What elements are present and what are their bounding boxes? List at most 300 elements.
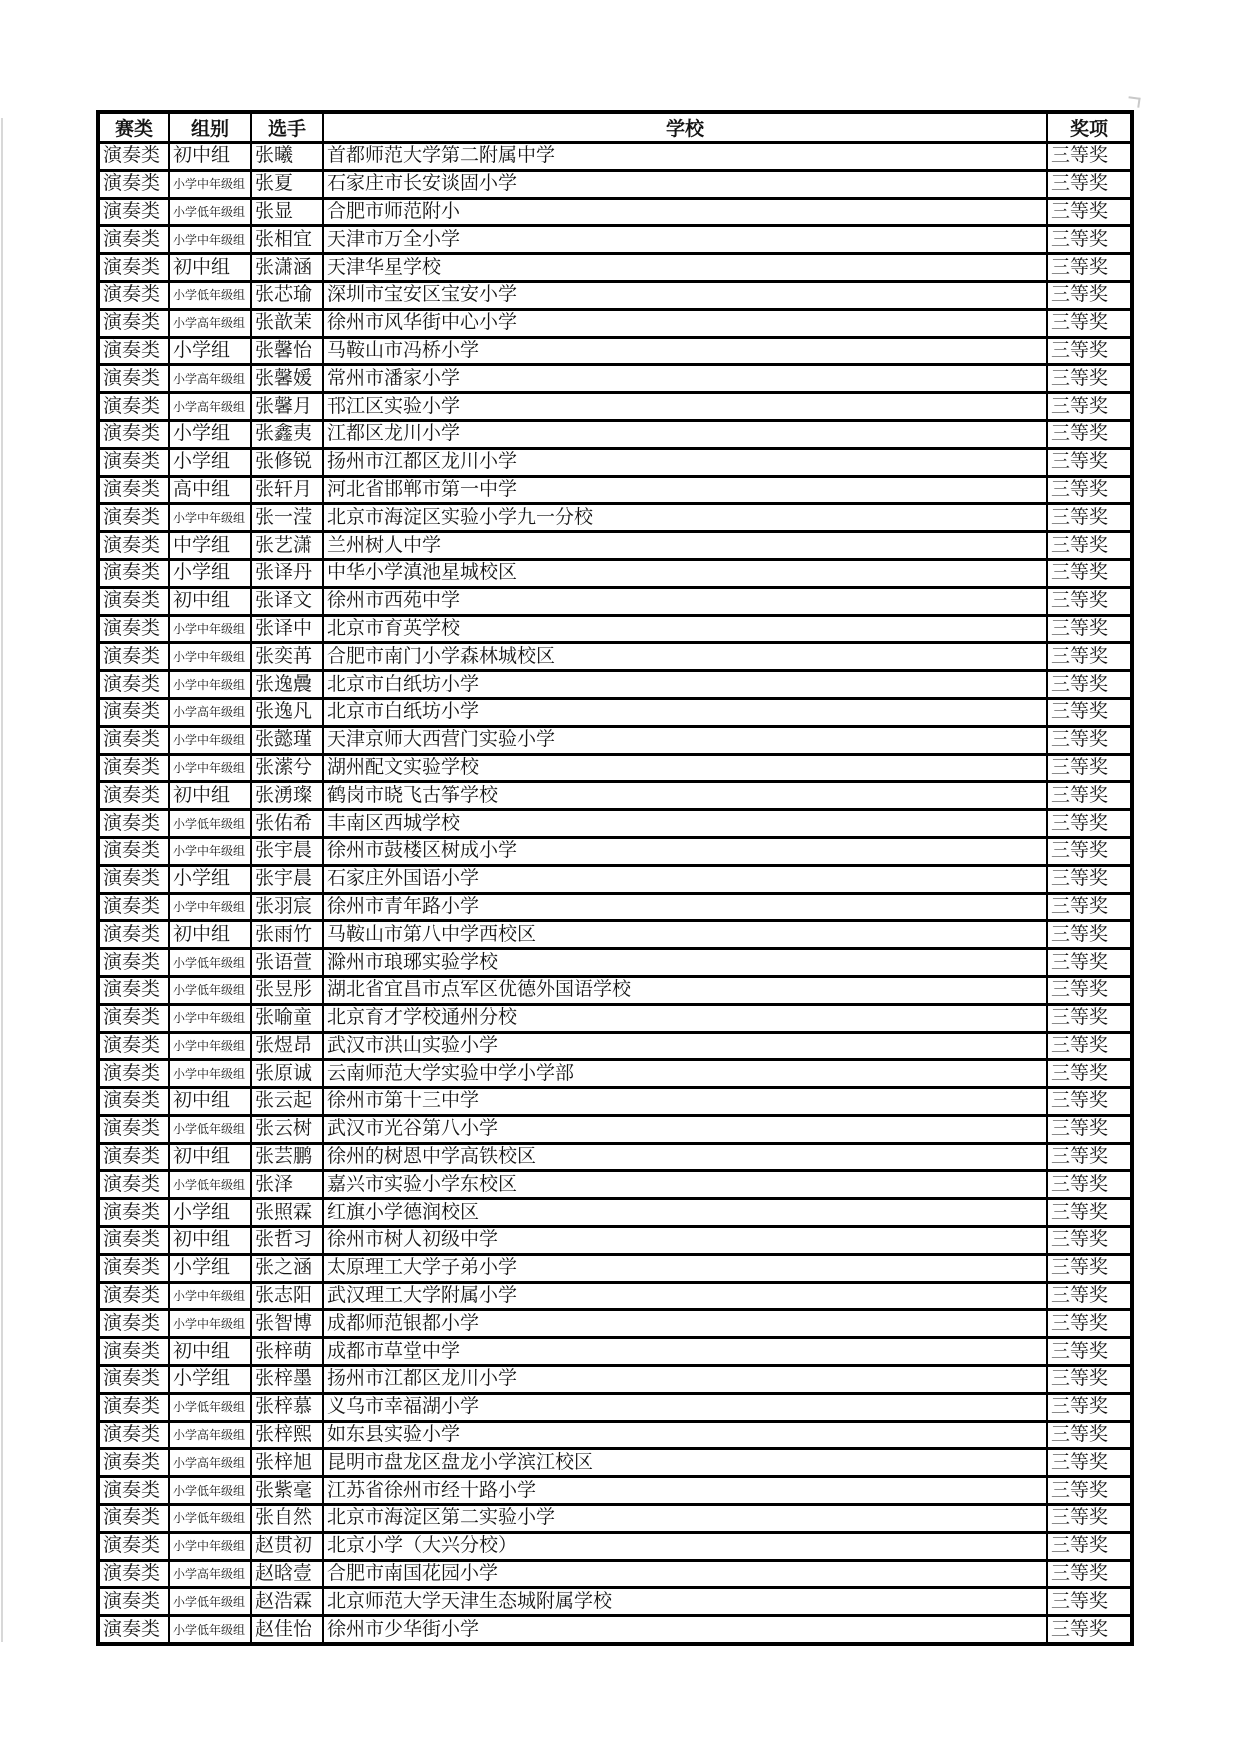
cell-category: 演奏类 [98, 420, 169, 448]
cell-contestant: 张喻童 [251, 1004, 323, 1032]
cell-group: 初中组 [169, 143, 251, 171]
cell-category: 演奏类 [98, 837, 169, 865]
cell-category: 演奏类 [98, 1393, 169, 1421]
cell-school: 徐州市树人初级中学 [323, 1227, 1047, 1255]
cell-contestant: 张宇晨 [251, 837, 323, 865]
table-row [98, 254, 1132, 282]
cell-group: 小学高年级组 [169, 1421, 251, 1449]
cell-school: 北京市白纸坊小学 [323, 698, 1047, 726]
cell-award: 三等奖 [1047, 1532, 1132, 1560]
scan-corner-artifact [1127, 96, 1140, 108]
cell-category: 演奏类 [98, 1588, 169, 1616]
cell-group: 小学组 [169, 420, 251, 448]
cell-award: 三等奖 [1047, 1393, 1132, 1421]
cell-school: 中华小学滇池星城校区 [323, 559, 1047, 587]
cell-group: 小学高年级组 [169, 393, 251, 421]
cell-contestant: 张哲习 [251, 1227, 323, 1255]
cell-group: 小学高年级组 [169, 1560, 251, 1588]
cell-group: 小学中年级组 [169, 726, 251, 754]
cell-award: 三等奖 [1047, 782, 1132, 810]
cell-group: 小学中年级组 [169, 893, 251, 921]
cell-award: 三等奖 [1047, 949, 1132, 977]
cell-category: 演奏类 [98, 976, 169, 1004]
cell-school: 丰南区西城学校 [323, 810, 1047, 838]
cell-contestant: 张一滢 [251, 504, 323, 532]
cell-group: 小学中年级组 [169, 1004, 251, 1032]
cell-award: 三等奖 [1047, 976, 1132, 1004]
cell-award: 三等奖 [1047, 1505, 1132, 1533]
cell-group: 小学中年级组 [169, 671, 251, 699]
table-row [98, 448, 1132, 476]
table-row [98, 1143, 1132, 1171]
cell-category: 演奏类 [98, 198, 169, 226]
cell-contestant: 张之涵 [251, 1254, 323, 1282]
cell-category: 演奏类 [98, 476, 169, 504]
awards-table [96, 110, 1134, 1646]
cell-contestant: 张昱彤 [251, 976, 323, 1004]
cell-school: 太原理工大学子弟小学 [323, 1254, 1047, 1282]
cell-group: 小学低年级组 [169, 1115, 251, 1143]
cell-award: 三等奖 [1047, 1088, 1132, 1116]
cell-school: 江都区龙川小学 [323, 420, 1047, 448]
cell-group: 小学高年级组 [169, 1449, 251, 1477]
cell-award: 三等奖 [1047, 337, 1132, 365]
table-row [98, 587, 1132, 615]
cell-school: 北京市白纸坊小学 [323, 671, 1047, 699]
table-row [98, 810, 1132, 838]
cell-contestant: 张羽宸 [251, 893, 323, 921]
cell-category: 演奏类 [98, 1560, 169, 1588]
cell-award: 三等奖 [1047, 921, 1132, 949]
table-row [98, 1310, 1132, 1338]
cell-award: 三等奖 [1047, 1449, 1132, 1477]
cell-award: 三等奖 [1047, 587, 1132, 615]
cell-award: 三等奖 [1047, 504, 1132, 532]
cell-category: 演奏类 [98, 1115, 169, 1143]
cell-school: 合肥市南国花园小学 [323, 1560, 1047, 1588]
cell-group: 小学中年级组 [169, 226, 251, 254]
cell-award: 三等奖 [1047, 726, 1132, 754]
cell-school: 徐州市第十三中学 [323, 1088, 1047, 1116]
cell-contestant: 张修锐 [251, 448, 323, 476]
cell-school: 扬州市江都区龙川小学 [323, 448, 1047, 476]
cell-school: 徐州的树恩中学高铁校区 [323, 1143, 1047, 1171]
table-row [98, 1505, 1132, 1533]
cell-group: 小学低年级组 [169, 281, 251, 309]
cell-category: 演奏类 [98, 726, 169, 754]
table-row [98, 1227, 1132, 1255]
cell-school: 如东县实验小学 [323, 1421, 1047, 1449]
cell-category: 演奏类 [98, 1032, 169, 1060]
cell-contestant: 张逸曟 [251, 671, 323, 699]
cell-category: 演奏类 [98, 643, 169, 671]
table-row [98, 1366, 1132, 1394]
cell-award: 三等奖 [1047, 532, 1132, 560]
cell-category: 演奏类 [98, 949, 169, 977]
cell-contestant: 张梓萌 [251, 1338, 323, 1366]
cell-school: 嘉兴市实验小学东校区 [323, 1171, 1047, 1199]
cell-group: 小学中年级组 [169, 1060, 251, 1088]
cell-school: 天津京师大西营门实验小学 [323, 726, 1047, 754]
cell-group: 小学低年级组 [169, 1588, 251, 1616]
table-row [98, 1171, 1132, 1199]
table-row [98, 365, 1132, 393]
cell-school: 天津市万全小学 [323, 226, 1047, 254]
cell-contestant: 张志阳 [251, 1282, 323, 1310]
cell-award: 三等奖 [1047, 893, 1132, 921]
cell-award: 三等奖 [1047, 559, 1132, 587]
table-row [98, 1616, 1132, 1644]
table-row [98, 698, 1132, 726]
table-row [98, 559, 1132, 587]
cell-school: 滁州市琅琊实验学校 [323, 949, 1047, 977]
cell-school: 云南师范大学实验中学小学部 [323, 1060, 1047, 1088]
cell-group: 中学组 [169, 532, 251, 560]
cell-category: 演奏类 [98, 1421, 169, 1449]
cell-group: 小学中年级组 [169, 1532, 251, 1560]
cell-group: 小学高年级组 [169, 365, 251, 393]
cell-contestant: 张芯瑜 [251, 281, 323, 309]
cell-category: 演奏类 [98, 698, 169, 726]
cell-contestant: 张梓旭 [251, 1449, 323, 1477]
table-row [98, 170, 1132, 198]
cell-school: 成都师范银都小学 [323, 1310, 1047, 1338]
cell-contestant: 张语萱 [251, 949, 323, 977]
cell-category: 演奏类 [98, 1171, 169, 1199]
cell-group: 初中组 [169, 1338, 251, 1366]
table-row [98, 393, 1132, 421]
table-row [98, 1282, 1132, 1310]
cell-school: 北京师范大学天津生态城附属学校 [323, 1588, 1047, 1616]
cell-group: 小学中年级组 [169, 504, 251, 532]
cell-school: 天津华星学校 [323, 254, 1047, 282]
cell-contestant: 赵浩霖 [251, 1588, 323, 1616]
cell-school: 石家庄市长安谈固小学 [323, 170, 1047, 198]
cell-contestant: 张云树 [251, 1115, 323, 1143]
column-header-category: 赛类 [98, 112, 169, 143]
table-row [98, 1088, 1132, 1116]
column-header-group: 组别 [169, 112, 251, 143]
table-row [98, 782, 1132, 810]
cell-category: 演奏类 [98, 281, 169, 309]
cell-school: 徐州市西苑中学 [323, 587, 1047, 615]
table-row [98, 198, 1132, 226]
cell-category: 演奏类 [98, 1616, 169, 1644]
cell-award: 三等奖 [1047, 1421, 1132, 1449]
cell-contestant: 张潆兮 [251, 754, 323, 782]
cell-group: 小学中年级组 [169, 754, 251, 782]
table-row [98, 226, 1132, 254]
cell-award: 三等奖 [1047, 198, 1132, 226]
cell-award: 三等奖 [1047, 810, 1132, 838]
cell-award: 三等奖 [1047, 837, 1132, 865]
scan-edge-artifact [1, 118, 3, 1642]
cell-award: 三等奖 [1047, 420, 1132, 448]
cell-school: 兰州树人中学 [323, 532, 1047, 560]
cell-group: 小学组 [169, 1366, 251, 1394]
cell-school: 首都师范大学第二附属中学 [323, 143, 1047, 171]
cell-category: 演奏类 [98, 448, 169, 476]
cell-school: 北京市海淀区实验小学九一分校 [323, 504, 1047, 532]
cell-award: 三等奖 [1047, 1032, 1132, 1060]
cell-group: 小学低年级组 [169, 949, 251, 977]
cell-category: 演奏类 [98, 615, 169, 643]
cell-school: 扬州市江都区龙川小学 [323, 1366, 1047, 1394]
cell-school: 昆明市盘龙区盘龙小学滨江校区 [323, 1449, 1047, 1477]
cell-category: 演奏类 [98, 365, 169, 393]
cell-contestant: 张智博 [251, 1310, 323, 1338]
cell-group: 初中组 [169, 587, 251, 615]
cell-award: 三等奖 [1047, 1060, 1132, 1088]
cell-category: 演奏类 [98, 1088, 169, 1116]
table-row [98, 504, 1132, 532]
cell-award: 三等奖 [1047, 281, 1132, 309]
cell-category: 演奏类 [98, 893, 169, 921]
cell-category: 演奏类 [98, 504, 169, 532]
cell-group: 小学低年级组 [169, 810, 251, 838]
cell-category: 演奏类 [98, 532, 169, 560]
cell-group: 初中组 [169, 1143, 251, 1171]
cell-contestant: 张湧璨 [251, 782, 323, 810]
cell-category: 演奏类 [98, 1227, 169, 1255]
cell-group: 小学低年级组 [169, 1171, 251, 1199]
cell-contestant: 张轩月 [251, 476, 323, 504]
cell-contestant: 张紫毫 [251, 1477, 323, 1505]
cell-contestant: 张原诚 [251, 1060, 323, 1088]
cell-group: 小学组 [169, 865, 251, 893]
cell-contestant: 张译中 [251, 615, 323, 643]
cell-award: 三等奖 [1047, 309, 1132, 337]
table-row [98, 1477, 1132, 1505]
table-row [98, 1115, 1132, 1143]
cell-award: 三等奖 [1047, 1254, 1132, 1282]
table-row [98, 976, 1132, 1004]
cell-contestant: 赵佳怡 [251, 1616, 323, 1644]
cell-category: 演奏类 [98, 393, 169, 421]
cell-school: 徐州市风华街中心小学 [323, 309, 1047, 337]
cell-contestant: 张宇晨 [251, 865, 323, 893]
cell-category: 演奏类 [98, 1477, 169, 1505]
cell-category: 演奏类 [98, 865, 169, 893]
cell-group: 小学低年级组 [169, 1393, 251, 1421]
table-row [98, 1060, 1132, 1088]
cell-award: 三等奖 [1047, 643, 1132, 671]
table-row [98, 837, 1132, 865]
cell-contestant: 张馨媛 [251, 365, 323, 393]
cell-contestant: 张梓慕 [251, 1393, 323, 1421]
cell-school: 武汉市光谷第八小学 [323, 1115, 1047, 1143]
cell-category: 演奏类 [98, 559, 169, 587]
cell-group: 小学低年级组 [169, 1477, 251, 1505]
cell-contestant: 张曦 [251, 143, 323, 171]
column-header-contestant: 选手 [251, 112, 323, 143]
cell-award: 三等奖 [1047, 754, 1132, 782]
cell-school: 北京市海淀区第二实验小学 [323, 1505, 1047, 1533]
cell-group: 小学高年级组 [169, 309, 251, 337]
cell-contestant: 张夏 [251, 170, 323, 198]
table-row [98, 1199, 1132, 1227]
cell-contestant: 张梓墨 [251, 1366, 323, 1394]
cell-award: 三等奖 [1047, 1366, 1132, 1394]
cell-award: 三等奖 [1047, 698, 1132, 726]
cell-award: 三等奖 [1047, 1477, 1132, 1505]
table-row [98, 921, 1132, 949]
cell-contestant: 张雨竹 [251, 921, 323, 949]
table-row [98, 1449, 1132, 1477]
cell-school: 合肥市南门小学森林城校区 [323, 643, 1047, 671]
cell-school: 北京小学（大兴分校） [323, 1532, 1047, 1560]
table-row [98, 337, 1132, 365]
cell-award: 三等奖 [1047, 170, 1132, 198]
cell-school: 鹤岗市晓飞古筝学校 [323, 782, 1047, 810]
cell-award: 三等奖 [1047, 615, 1132, 643]
cell-category: 演奏类 [98, 1004, 169, 1032]
cell-award: 三等奖 [1047, 393, 1132, 421]
table-row [98, 1032, 1132, 1060]
cell-group: 小学组 [169, 448, 251, 476]
cell-school: 邗江区实验小学 [323, 393, 1047, 421]
table-row [98, 420, 1132, 448]
cell-category: 演奏类 [98, 587, 169, 615]
cell-contestant: 张译文 [251, 587, 323, 615]
cell-award: 三等奖 [1047, 1282, 1132, 1310]
cell-school: 马鞍山市第八中学西校区 [323, 921, 1047, 949]
table-row [98, 1421, 1132, 1449]
cell-contestant: 张显 [251, 198, 323, 226]
header-row [98, 112, 1132, 143]
cell-category: 演奏类 [98, 337, 169, 365]
cell-group: 初中组 [169, 921, 251, 949]
table-row [98, 309, 1132, 337]
cell-school: 湖州配文实验学校 [323, 754, 1047, 782]
table-row [98, 726, 1132, 754]
cell-contestant: 张梓熙 [251, 1421, 323, 1449]
cell-category: 演奏类 [98, 1338, 169, 1366]
cell-category: 演奏类 [98, 143, 169, 171]
cell-award: 三等奖 [1047, 476, 1132, 504]
cell-award: 三等奖 [1047, 254, 1132, 282]
cell-contestant: 张煜昂 [251, 1032, 323, 1060]
cell-school: 武汉市洪山实验小学 [323, 1032, 1047, 1060]
cell-contestant: 张相宜 [251, 226, 323, 254]
cell-contestant: 张鑫夷 [251, 420, 323, 448]
cell-category: 演奏类 [98, 921, 169, 949]
cell-category: 演奏类 [98, 1254, 169, 1282]
cell-contestant: 张云起 [251, 1088, 323, 1116]
table-row [98, 949, 1132, 977]
cell-group: 小学中年级组 [169, 837, 251, 865]
cell-group: 初中组 [169, 782, 251, 810]
cell-award: 三等奖 [1047, 1227, 1132, 1255]
cell-contestant: 张自然 [251, 1505, 323, 1533]
cell-contestant: 张佑希 [251, 810, 323, 838]
cell-school: 成都市草堂中学 [323, 1338, 1047, 1366]
cell-group: 小学高年级组 [169, 698, 251, 726]
cell-group: 小学低年级组 [169, 1505, 251, 1533]
table-row [98, 754, 1132, 782]
cell-group: 小学中年级组 [169, 170, 251, 198]
cell-group: 小学低年级组 [169, 976, 251, 1004]
table-row [98, 1560, 1132, 1588]
cell-award: 三等奖 [1047, 1199, 1132, 1227]
table-row [98, 865, 1132, 893]
cell-group: 小学中年级组 [169, 1310, 251, 1338]
table-row [98, 1532, 1132, 1560]
cell-contestant: 张奕苒 [251, 643, 323, 671]
cell-school: 湖北省宜昌市点军区优德外国语学校 [323, 976, 1047, 1004]
cell-group: 小学组 [169, 1199, 251, 1227]
cell-category: 演奏类 [98, 1505, 169, 1533]
cell-award: 三等奖 [1047, 1560, 1132, 1588]
table-row [98, 1393, 1132, 1421]
cell-contestant: 张泽 [251, 1171, 323, 1199]
cell-contestant: 张艺潇 [251, 532, 323, 560]
cell-award: 三等奖 [1047, 1143, 1132, 1171]
table-row [98, 1004, 1132, 1032]
cell-school: 红旗小学德润校区 [323, 1199, 1047, 1227]
cell-award: 三等奖 [1047, 1588, 1132, 1616]
cell-category: 演奏类 [98, 254, 169, 282]
cell-award: 三等奖 [1047, 1616, 1132, 1644]
cell-contestant: 张馨怡 [251, 337, 323, 365]
cell-contestant: 张歆茉 [251, 309, 323, 337]
cell-group: 高中组 [169, 476, 251, 504]
cell-school: 江苏省徐州市经十路小学 [323, 1477, 1047, 1505]
cell-contestant: 赵贯初 [251, 1532, 323, 1560]
cell-category: 演奏类 [98, 170, 169, 198]
cell-category: 演奏类 [98, 1060, 169, 1088]
cell-award: 三等奖 [1047, 1004, 1132, 1032]
cell-category: 演奏类 [98, 782, 169, 810]
cell-category: 演奏类 [98, 671, 169, 699]
table-row [98, 671, 1132, 699]
cell-school: 常州市潘家小学 [323, 365, 1047, 393]
cell-award: 三等奖 [1047, 1115, 1132, 1143]
cell-contestant: 张逸凡 [251, 698, 323, 726]
cell-school: 北京育才学校通州分校 [323, 1004, 1047, 1032]
cell-contestant: 张懿瑾 [251, 726, 323, 754]
cell-category: 演奏类 [98, 1310, 169, 1338]
cell-school: 河北省邯郸市第一中学 [323, 476, 1047, 504]
cell-group: 小学组 [169, 559, 251, 587]
column-header-award: 奖项 [1047, 112, 1132, 143]
cell-contestant: 张馨月 [251, 393, 323, 421]
cell-award: 三等奖 [1047, 865, 1132, 893]
cell-group: 小学中年级组 [169, 615, 251, 643]
table-row [98, 532, 1132, 560]
cell-contestant: 张芸鹏 [251, 1143, 323, 1171]
table-row [98, 1254, 1132, 1282]
cell-group: 小学组 [169, 337, 251, 365]
cell-group: 小学中年级组 [169, 643, 251, 671]
table-body [98, 143, 1132, 1645]
cell-award: 三等奖 [1047, 671, 1132, 699]
cell-contestant: 赵晗壹 [251, 1560, 323, 1588]
table-row [98, 1588, 1132, 1616]
cell-school: 深圳市宝安区宝安小学 [323, 281, 1047, 309]
cell-group: 初中组 [169, 1227, 251, 1255]
cell-school: 武汉理工大学附属小学 [323, 1282, 1047, 1310]
cell-school: 徐州市青年路小学 [323, 893, 1047, 921]
table-row [98, 893, 1132, 921]
table-row [98, 143, 1132, 171]
cell-category: 演奏类 [98, 1449, 169, 1477]
cell-award: 三等奖 [1047, 1310, 1132, 1338]
cell-group: 小学低年级组 [169, 198, 251, 226]
column-header-school: 学校 [323, 112, 1047, 143]
table-row [98, 281, 1132, 309]
cell-category: 演奏类 [98, 309, 169, 337]
